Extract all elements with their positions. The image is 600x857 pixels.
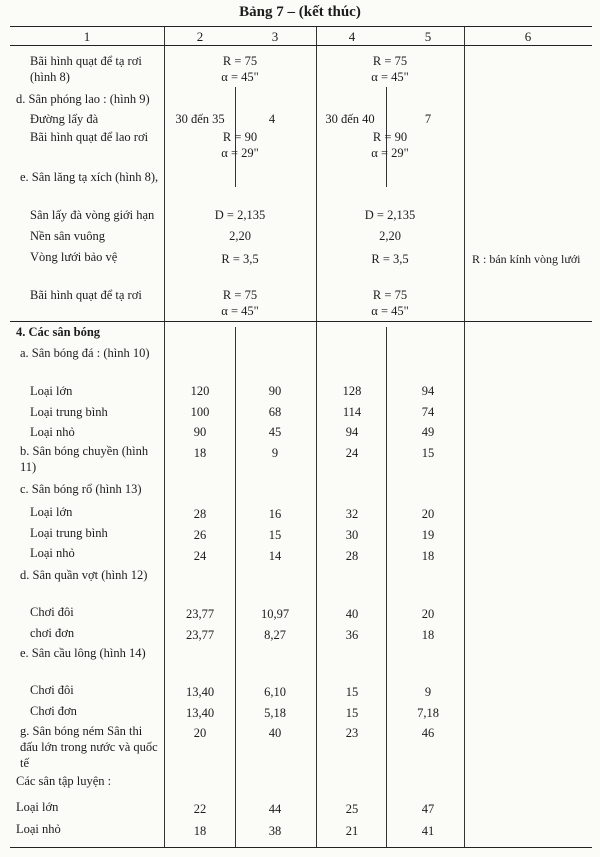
cell-col-5: 41 [421,824,435,838]
cell-col-5: 15 [421,446,435,460]
cell-col-4: 36 [345,628,359,642]
subcolumn-divider [235,327,236,847]
row-label: b. Sân bóng chuyền (hình 11) [20,444,149,474]
cell-col-4: 30 đến 40 [325,112,375,126]
cell-col-3: 4 [268,112,276,126]
cell-col-3: 38 [268,824,282,838]
row-label: Loại trung bình [30,405,108,419]
header-col-5: 5 [424,29,432,44]
row-label: Bãi hình quạt để tạ rơi [30,288,142,302]
cell-col-4: 15 [345,685,359,699]
row-label: Đường lấy đà [30,112,99,126]
cell-col-3: 14 [268,549,282,563]
column-divider [316,27,317,847]
row-label: c. Sân bóng rổ (hình 13) [20,482,142,496]
row-label: Bãi hình quạt để tạ rơi (hình 8) [30,54,142,84]
merged-value: R = 75 [222,288,258,302]
merged-value: α = 45" [371,304,409,318]
header-col-1: 1 [83,29,91,44]
merged-value: D = 2,135 [364,208,416,222]
merged-value: α = 29" [371,146,409,160]
header-col-6: 6 [524,29,532,44]
cell-col-2: 18 [193,446,207,460]
data-table [10,26,592,848]
cell-col-4: 28 [345,549,359,563]
row-label: Loại nhỏ [30,546,75,560]
cell-col-2: 26 [193,528,207,542]
cell-col-4: 21 [345,824,359,838]
row-label: d. Sân phóng lao : (hình 9) [16,92,150,106]
merged-value: R = 3,5 [371,252,409,266]
row-label: Vòng lưới bảo vệ [30,250,118,264]
row-label: Loại nhỏ [30,425,75,439]
row-label: Loại lớn [30,384,73,398]
cell-col-3: 68 [268,405,282,419]
column-divider [164,27,165,847]
row-label: Loại trung bình [30,526,108,540]
cell-col-5: 7,18 [417,706,439,720]
cell-col-3: 10,97 [260,607,290,621]
merged-value: α = 45" [221,304,259,318]
row-label: Nền sân vuông [30,229,105,243]
cell-col-2: 22 [193,802,207,816]
cell-col-3: 8,27 [264,628,286,642]
cell-col-3: 15 [268,528,282,542]
cell-col-2: 90 [193,425,207,439]
cell-col-3: 5,18 [264,706,286,720]
merged-value: α = 29" [221,146,259,160]
cell-col-5: 18 [421,628,435,642]
row-label: Loại nhỏ [16,822,61,836]
row-label: e. Sân cầu lông (hình 14) [20,646,146,660]
row-label: Chơi đôi [30,683,74,697]
merged-value: R = 90 [372,130,408,144]
cell-col-2: 28 [193,507,207,521]
column-divider [464,27,465,847]
cell-col-3: 9 [271,446,279,460]
table-title: Bảng 7 – (kết thúc) [239,4,361,20]
row-label: Loại lớn [16,800,59,814]
header-col-2: 2 [196,29,204,44]
cell-col-3: 6,10 [264,685,286,699]
subcolumn-divider [386,327,387,847]
cell-col-4: 128 [342,384,362,398]
row-label: Bãi hình quạt để lao rơi [30,130,149,144]
header-col-4: 4 [348,29,356,44]
section-rule [10,321,592,322]
merged-value: R = 75 [372,54,408,68]
cell-col-2: 30 đến 35 [175,112,225,126]
cell-col-3: 44 [268,802,282,816]
row-label: g. Sân bóng ném Sân thi đấu lớn trong nước và quốc tế [20,724,158,770]
merged-value: R = 90 [222,130,258,144]
cell-col-2: 20 [193,726,207,740]
cell-col-5: 20 [421,507,435,521]
cell-col-3: 40 [268,726,282,740]
row-label: e. Sân lăng tạ xích (hình 8), [20,170,159,184]
cell-col-5: 74 [421,405,435,419]
cell-col-3: 90 [268,384,282,398]
cell-col-4: 30 [345,528,359,542]
cell-col-5: 20 [421,607,435,621]
row-label: a. Sân bóng đá : (hình 10) [20,346,150,360]
row-label: Loại lớn [30,505,73,519]
cell-col-4: 32 [345,507,359,521]
row-label: Các sân tập luyện : [16,774,112,788]
cell-col-4: 24 [345,446,359,460]
cell-col-4: 40 [345,607,359,621]
cell-col-3: 45 [268,425,282,439]
row-label: Chơi đơn [30,704,77,718]
cell-col-2: 24 [193,549,207,563]
note-cell: R : bán kính vòng lưới [472,252,581,266]
merged-value: R = 3,5 [221,252,259,266]
cell-col-4: 94 [345,425,359,439]
merged-value: α = 45" [371,70,409,84]
cell-col-2: 23,77 [185,628,215,642]
row-label: Chơi đôi [30,605,74,619]
cell-col-2: 18 [193,824,207,838]
cell-col-5: 7 [424,112,432,126]
cell-col-2: 13,40 [185,706,215,720]
merged-value: α = 45" [221,70,259,84]
cell-col-5: 18 [421,549,435,563]
cell-col-2: 120 [190,384,210,398]
cell-col-3: 16 [268,507,282,521]
section-heading: 4. Các sân bóng [16,325,101,339]
cell-col-4: 15 [345,706,359,720]
cell-col-2: 23,77 [185,607,215,621]
cell-col-4: 23 [345,726,359,740]
cell-col-5: 49 [421,425,435,439]
header-col-3: 3 [271,29,279,44]
cell-col-5: 46 [421,726,435,740]
merged-value: 2,20 [229,229,251,243]
cell-col-4: 114 [342,405,362,419]
header-rule [10,45,592,46]
cell-col-5: 19 [421,528,435,542]
row-label: d. Sân quần vợt (hình 12) [20,568,148,582]
cell-col-2: 13,40 [185,685,215,699]
cell-col-4: 25 [345,802,359,816]
cell-col-5: 94 [421,384,435,398]
row-label: chơi đơn [30,626,75,640]
merged-value: R = 75 [372,288,408,302]
merged-value: R = 75 [222,54,258,68]
cell-col-5: 47 [421,802,435,816]
row-label: Sân lấy đà vòng giới hạn [30,208,155,222]
merged-value: D = 2,135 [214,208,266,222]
cell-col-5: 9 [424,685,432,699]
merged-value: 2,20 [379,229,401,243]
cell-col-2: 100 [190,405,210,419]
